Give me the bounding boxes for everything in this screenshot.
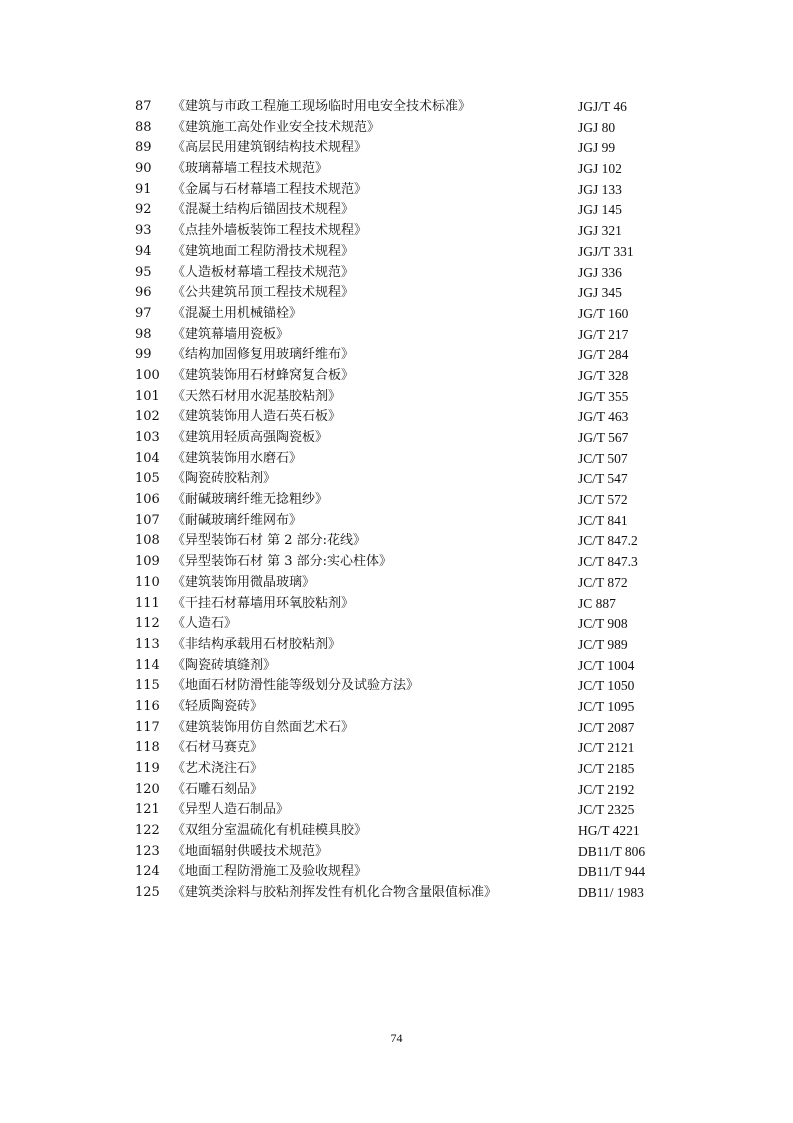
standard-code: JG/T 328: [578, 367, 629, 383]
standard-code: JG/T 355: [578, 388, 629, 404]
standard-title: 《双组分室温硫化有机硅模具胶》: [172, 823, 368, 839]
item-number: 120: [135, 781, 160, 797]
list-item: [0, 325, 793, 346]
list-item: [0, 221, 793, 242]
standard-title: 《高层民用建筑钢结构技术规程》: [172, 140, 368, 156]
standard-title: 《人造石》: [172, 616, 238, 632]
standard-title: 《建筑施工高处作业安全技术规范》: [172, 119, 381, 135]
standard-code: JG/T 463: [578, 409, 629, 425]
item-number: 99: [135, 347, 152, 363]
standard-title: 《公共建筑吊顶工程技术规程》: [172, 285, 355, 301]
list-item: [0, 180, 793, 201]
item-number: 97: [135, 305, 152, 321]
standard-title: 《混凝土用机械锚栓》: [172, 305, 303, 321]
standard-title: 《建筑装饰用石材蜂窝复合板》: [172, 367, 355, 383]
item-number: 112: [135, 616, 160, 632]
standard-code: JGJ/T 331: [578, 243, 634, 259]
standard-code: JGJ 321: [578, 223, 622, 239]
standard-title: 《建筑装饰用人造石英石板》: [172, 409, 342, 425]
list-item: [0, 283, 793, 304]
standard-code: HG/T 4221: [578, 823, 640, 839]
list-item: [0, 594, 793, 615]
standard-code: JC/T 1050: [578, 678, 635, 694]
item-number: 113: [135, 636, 160, 652]
item-number: 118: [135, 740, 160, 756]
item-number: 88: [135, 119, 152, 135]
standard-code: JG/T 284: [578, 347, 629, 363]
list-item: [0, 428, 793, 449]
list-item: [0, 200, 793, 221]
standard-code: JGJ 102: [578, 161, 622, 177]
list-item: [0, 759, 793, 780]
standard-title: 《地面石材防滑性能等级划分及试验方法》: [172, 678, 420, 694]
standard-code: JGJ 99: [578, 140, 616, 156]
item-number: 89: [135, 140, 152, 156]
standard-title: 《建筑装饰用水磨石》: [172, 450, 303, 466]
standard-title: 《陶瓷砖胶粘剂》: [172, 471, 277, 487]
list-item: [0, 449, 793, 470]
standard-title: 《异型装饰石材 第 3 部分:实心柱体》: [172, 554, 393, 570]
standards-list: [0, 97, 793, 904]
list-item: [0, 656, 793, 677]
list-item: [0, 635, 793, 656]
standard-code: JGJ/T 46: [578, 99, 627, 114]
list-item: [0, 531, 793, 552]
standard-code: JG/T 567: [578, 430, 629, 445]
standard-code: JC/T 507: [578, 450, 628, 466]
item-number: 98: [135, 326, 152, 342]
list-item: [0, 821, 793, 842]
standard-title: 《建筑与市政工程施工现场临时用电安全技术标准》: [172, 99, 472, 114]
standard-title: 《建筑装饰用微晶玻璃》: [172, 574, 316, 590]
item-number: 93: [135, 223, 152, 239]
standard-code: DB11/T 806: [578, 843, 646, 859]
standard-title: 《非结构承载用石材胶粘剂》: [172, 636, 342, 652]
list-item: [0, 345, 793, 366]
standard-code: JC/T 847.2: [578, 533, 638, 549]
item-number: 92: [135, 202, 152, 218]
item-number: 87: [135, 99, 152, 114]
list-item: [0, 490, 793, 511]
standard-title: 《混凝土结构后锚固技术规程》: [172, 202, 355, 218]
standard-code: JG/T 160: [578, 305, 629, 321]
standard-code: JG/T 217: [578, 326, 629, 342]
list-item: [0, 159, 793, 180]
standard-code: JC/T 2192: [578, 781, 635, 797]
standard-title: 《金属与石材幕墙工程技术规范》: [172, 181, 368, 197]
list-item: [0, 842, 793, 863]
item-number: 125: [135, 885, 160, 901]
standard-title: 《陶瓷砖填缝剂》: [172, 657, 277, 673]
standard-code: JC/T 2185: [578, 761, 635, 776]
item-number: 115: [135, 678, 160, 694]
item-number: 116: [135, 698, 160, 714]
list-item: [0, 883, 793, 904]
standard-title: 《石雕石刻品》: [172, 781, 264, 797]
item-number: 122: [135, 823, 160, 839]
list-item: [0, 738, 793, 759]
standard-title: 《石材马赛克》: [172, 740, 264, 756]
standard-code: JC/T 989: [578, 636, 628, 652]
standard-title: 《地面工程防滑施工及验收规程》: [172, 864, 368, 880]
standard-title: 《点挂外墙板装饰工程技术规程》: [172, 223, 368, 239]
list-item: [0, 387, 793, 408]
item-number: 108: [135, 533, 160, 549]
list-item: [0, 718, 793, 739]
list-item: [0, 780, 793, 801]
standard-title: 《轻质陶瓷砖》: [172, 698, 264, 714]
item-number: 105: [135, 471, 160, 487]
item-number: 90: [135, 161, 152, 177]
standard-code: JC/T 2121: [578, 740, 635, 756]
standard-code: JC/T 572: [578, 492, 628, 508]
standard-code: JC/T 872: [578, 574, 628, 590]
item-number: 117: [135, 719, 160, 735]
item-number: 121: [135, 802, 160, 818]
list-item: [0, 469, 793, 490]
standard-code: JC/T 2325: [578, 802, 635, 818]
list-item: [0, 511, 793, 532]
list-item: [0, 304, 793, 325]
standard-title: 《建筑用轻质高强陶瓷板》: [172, 430, 329, 445]
standard-title: 《干挂石材幕墙用环氧胶粘剂》: [172, 595, 355, 611]
standard-title: 《耐碱玻璃纤维网布》: [172, 512, 303, 528]
standard-code: JGJ 145: [578, 202, 622, 218]
standard-code: JC 887: [578, 595, 616, 611]
item-number: 101: [135, 388, 160, 404]
standard-code: DB11/ 1983: [578, 885, 644, 901]
list-item: [0, 118, 793, 139]
item-number: 119: [135, 761, 160, 776]
list-item: [0, 242, 793, 263]
standard-code: DB11/T 944: [578, 864, 646, 880]
standard-title: 《结构加固修复用玻璃纤维布》: [172, 347, 355, 363]
list-item: [0, 97, 793, 118]
item-number: 124: [135, 864, 160, 880]
list-item: [0, 552, 793, 573]
list-item: [0, 407, 793, 428]
item-number: 91: [135, 181, 152, 197]
list-item: [0, 697, 793, 718]
item-number: 114: [135, 657, 160, 673]
standard-code: JC/T 847.3: [578, 554, 638, 570]
standard-title: 《天然石材用水泥基胶粘剂》: [172, 388, 342, 404]
standard-title: 《异型装饰石材 第 2 部分:花线》: [172, 533, 367, 549]
standard-code: JGJ 133: [578, 181, 622, 197]
item-number: 111: [135, 595, 160, 611]
standard-code: JGJ 336: [578, 264, 622, 280]
standard-title: 《建筑类涂料与胶粘剂挥发性有机化合物含量限值标准》: [172, 885, 498, 901]
standard-code: JGJ 345: [578, 285, 622, 301]
item-number: 109: [135, 554, 160, 570]
item-number: 106: [135, 492, 160, 508]
page-number: 74: [390, 1031, 403, 1045]
list-item: [0, 263, 793, 284]
standard-code: JC/T 908: [578, 616, 628, 632]
standard-title: 《艺术浇注石》: [172, 761, 264, 776]
list-item: [0, 366, 793, 387]
standard-title: 《建筑装饰用仿自然面艺术石》: [172, 719, 355, 735]
item-number: 95: [135, 264, 152, 280]
standard-code: JC/T 841: [578, 512, 628, 528]
item-number: 96: [135, 285, 152, 301]
list-item: [0, 862, 793, 883]
standard-title: 《耐碱玻璃纤维无捻粗纱》: [172, 492, 329, 508]
list-item: [0, 614, 793, 635]
list-item: [0, 800, 793, 821]
standard-title: 《建筑幕墙用瓷板》: [172, 326, 290, 342]
standard-code: JC/T 547: [578, 471, 628, 487]
item-number: 102: [135, 409, 160, 425]
item-number: 107: [135, 512, 160, 528]
standard-title: 《建筑地面工程防滑技术规程》: [172, 243, 355, 259]
standard-title: 《玻璃幕墙工程技术规范》: [172, 161, 329, 177]
standard-title: 《地面辐射供暖技术规范》: [172, 843, 329, 859]
standard-code: JC/T 1095: [578, 698, 635, 714]
standard-code: JC/T 1004: [578, 657, 635, 673]
item-number: 94: [135, 243, 152, 259]
standard-title: 《人造板材幕墙工程技术规范》: [172, 264, 355, 280]
list-item: [0, 138, 793, 159]
item-number: 110: [135, 574, 160, 590]
standard-code: JGJ 80: [578, 119, 616, 135]
item-number: 100: [135, 367, 160, 383]
standard-title: 《异型人造石制品》: [172, 802, 290, 818]
list-item: [0, 676, 793, 697]
standard-code: JC/T 2087: [578, 719, 635, 735]
item-number: 123: [135, 843, 160, 859]
item-number: 103: [135, 430, 160, 445]
list-item: [0, 573, 793, 594]
item-number: 104: [135, 450, 160, 466]
